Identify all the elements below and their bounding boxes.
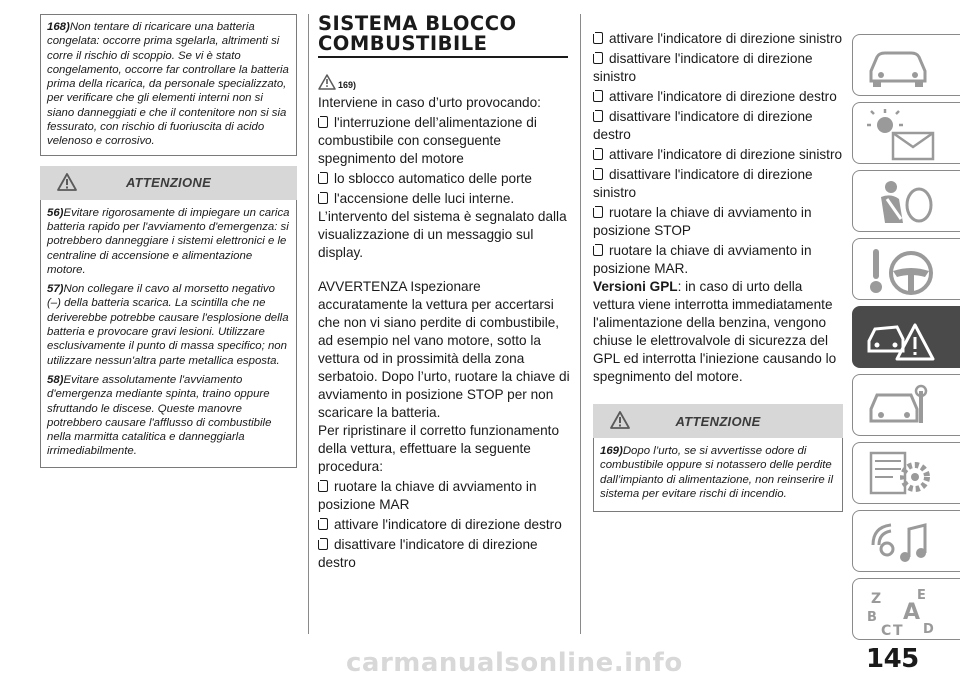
bullet-item: attivare l'indicatore di direzione sinistro (593, 146, 843, 164)
bullet-icon (593, 90, 603, 102)
warning-triangle-icon (609, 410, 631, 432)
bullet-icon (318, 192, 328, 204)
warning-item-56: 56)Evitare rigorosamente di impiegare un carica batteria rapido per l'avviamento d'emergenza: si potrebbero danneggiare i sistemi elettronici e le centraline di accensione e alimentazione motore. (47, 206, 290, 276)
index-letter: Z (871, 591, 882, 607)
bullet-icon (593, 32, 603, 44)
car-icon (863, 39, 933, 91)
bullet-icon (318, 480, 328, 492)
bullet-item: l'interruzione dell’alimentazione di combustibile con conseguente spegnimento del motore (318, 115, 537, 166)
index-letter: T (893, 623, 903, 639)
bullet-icon (318, 518, 328, 530)
right-warning (593, 404, 843, 512)
page-number: 145 (866, 644, 919, 674)
bullet-icon (318, 172, 328, 184)
watermark: carmanualsonline.info (346, 648, 683, 678)
left-warning (40, 166, 297, 468)
warning-body (40, 200, 297, 468)
car-maintenance-icon (863, 379, 943, 435)
bullet-item: ruotare la chiave di avviamento in posizione MAR. (593, 243, 812, 276)
warning-reference: 169) (318, 64, 570, 90)
multimedia-music-icon (863, 515, 943, 571)
bullet-icon (593, 110, 603, 122)
tab-emergency[interactable] (852, 306, 960, 368)
tab-starting-driving[interactable] (852, 238, 960, 300)
column-divider (308, 14, 309, 634)
warning-lights-envelope-icon (863, 107, 943, 163)
index-letter: D (923, 622, 934, 637)
note-number: 168) (47, 21, 70, 33)
left-column (40, 14, 297, 468)
column-divider (580, 14, 581, 634)
airbag-seatbelt-icon (863, 175, 943, 231)
bullet-icon (593, 168, 603, 180)
index-letter: E (917, 588, 926, 603)
intro-text: Interviene in caso d’urto provocando: (318, 95, 541, 110)
index-letter: A (903, 600, 921, 625)
bullet-icon (593, 148, 603, 160)
body-paragraph: Per ripristinare il corretto funzionamento della vettura, effettuare la seguente procedura: (318, 423, 560, 474)
tab-safety[interactable] (852, 170, 960, 232)
index-letter: C (881, 623, 892, 639)
bullet-icon (593, 244, 603, 256)
bullet-icon (593, 52, 603, 64)
battery-note-box (40, 14, 297, 156)
bullet-item: disattivare l'indicatore di direzione destro (593, 109, 813, 142)
tab-technical-data[interactable] (852, 442, 960, 504)
bullet-item: attivare l'indicatore di direzione sinistro (593, 30, 843, 48)
warning-body (593, 438, 843, 512)
key-steering-wheel-icon (863, 243, 943, 299)
bullet-item: disattivare l'indicatore di direzione sinistro (593, 51, 813, 84)
gpl-paragraph: Versioni GPL: in caso di urto della vettura viene interrotta immediatamente l'alimentazione della benzina, vengono chiuse le elettrovalvole di sicurezza del GPL ed interrotta l'iniezione causando lo spegnimento del motore. (593, 279, 837, 384)
bullet-item: ruotare la chiave di avviamento in posizione MAR (318, 479, 537, 512)
warning-item-169: 169)Dopo l’urto, se si avvertisse odore di combustibile oppure si notassero delle perdite dall’impianto di alimentazione, non reinserire il sistema per evitare rischi di incendio. (600, 445, 833, 500)
bullet-item: ruotare la chiave di avviamento in posizione STOP (593, 205, 812, 238)
bullet-item: attivare l'indicatore di direzione destro (593, 88, 843, 106)
bullet-icon (318, 116, 328, 128)
middle-column (318, 14, 570, 572)
warning-heading: ATTENZIONE (40, 166, 297, 200)
tab-multimedia[interactable] (852, 510, 960, 572)
body-paragraph: L’intervento del sistema è segnalato dalla visualizzazione di un messaggio sul display. (318, 209, 567, 260)
tab-warning-lights[interactable] (852, 102, 960, 164)
bullet-item: l'accensione delle luci interne. (318, 190, 570, 208)
warning-heading: ATTENZIONE (593, 404, 843, 438)
gpl-label: Versioni GPL (593, 279, 678, 294)
crash-emergency-icon (863, 311, 943, 367)
warning-item-57: 57)Non collegare il cavo al morsetto negativo (–) della batteria scarica. La scintilla che ne deriverebbe potrebbe causare l'esplosione della batteria e provocare gravi lesioni. Utilizzare esclusivamente il punto di massa specifico; non utilizzare nessun'altra parte metallica esposta. (47, 283, 289, 367)
tab-maintenance[interactable] (852, 374, 960, 436)
bullet-icon (593, 206, 603, 218)
right-column (593, 14, 843, 512)
tab-car[interactable] (852, 34, 960, 96)
title-rule (318, 56, 568, 58)
index-letter: B (867, 610, 877, 625)
gears-settings-icon (863, 447, 943, 503)
warning-triangle-icon (56, 172, 78, 194)
bullet-item: attivare l'indicatore di direzione destro (318, 516, 570, 534)
warning-triangle-icon (318, 74, 336, 90)
note-168: 168)Non tentare di ricaricare una batteria congelata: occorre prima sgelarla, altrimenti si corre il rischio di scoppio. Se vi è stato congelamento, occorre far controllare la batteria prima della ricarica, da personale specializzato, per verificare che gli elementi interni non si siano danneggiati e che il contenitore non si sia fessurato, con rischio di fuoriuscita di acido velenoso e corrosivo. (47, 21, 289, 148)
bullet-item: disattivare l'indicatore di direzione sinistro (593, 167, 813, 200)
tab-index[interactable] (852, 578, 960, 640)
body-paragraph: AVVERTENZA Ispezionare accuratamente la vettura per accertarsi che non vi siano perdite di combustibile, ad esempio nel vano motore, sotto la vettura od in prossimità della zona serbatoio. Dopo l’urto, ruotare la chiave di avviamento in posizione STOP per non scaricare la batteria. (318, 279, 570, 420)
alphabetical-index-icon (863, 583, 943, 639)
section-title: SISTEMA BLOCCO COMBUSTIBILE (318, 12, 517, 55)
bullet-icon (318, 538, 328, 550)
warning-item-58: 58)Evitare assolutamente l'avviamento d'emergenza mediante spinta, traino oppure sfruttando le discese. Queste manovre potrebbero causare l'afflusso di combustibile nella marmitta catalitica e danneggiarla irrimediabilmente. (47, 373, 272, 458)
bullet-item: lo sblocco automatico delle porte (318, 170, 570, 188)
chapter-tabs (852, 34, 960, 646)
bullet-item: disattivare l'indicatore di direzione destro (318, 537, 538, 570)
